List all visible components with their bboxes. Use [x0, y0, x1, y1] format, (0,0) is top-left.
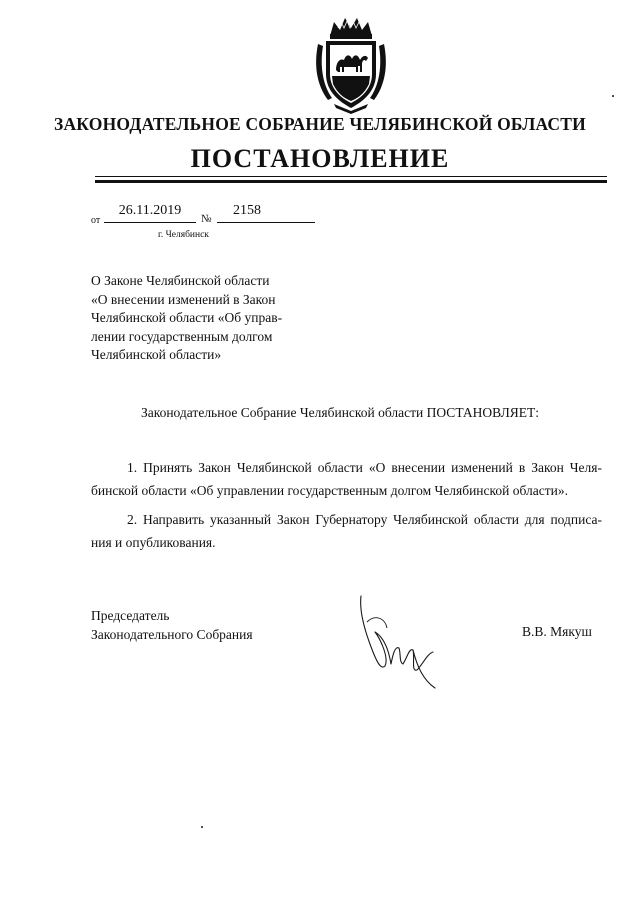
subject-line: Челябинской области «Об управ- — [91, 310, 283, 325]
resolution-paragraph: 2. Направить указанный Закон Губернатору Челябинской области для подписа-ния и опубликования. — [91, 512, 602, 550]
document-type-heading: ПОСТАНОВЛЕНИЕ — [190, 144, 450, 173]
scan-speck — [201, 826, 203, 828]
date-underline — [104, 222, 196, 223]
resolution-paragraph: 1. Принять Закон Челябинской области «О внесении изменений в Закон Челя-бинской области «Об управлении государственным долгом Челябинской области». — [91, 460, 602, 498]
signatory-position — [91, 606, 253, 644]
preamble-text: Законодательное Собрание Челябинской области ПОСТАНОВЛЯЕТ: — [140, 405, 540, 420]
signatory-position-line: Законодательного Собрания — [91, 627, 253, 642]
scan-speck — [612, 95, 614, 97]
subject-line: Челябинской области» — [91, 347, 222, 362]
city-label: г. Челябинск — [158, 230, 209, 240]
chelyabinsk-coat-of-arms-icon — [314, 14, 388, 114]
subject-line: «О внесении изменений в Закон — [91, 291, 276, 307]
header-divider-thick — [95, 180, 607, 183]
header-divider-thin — [95, 176, 607, 177]
signatory-position-line: Председатель — [91, 608, 170, 623]
document-date: 26.11.2019 — [118, 203, 182, 218]
handwritten-signature-icon — [355, 592, 443, 692]
document-number: 2158 — [233, 203, 261, 218]
signer-name: В.В. Мякуш — [522, 624, 592, 639]
subject-line: лении государственным долгом — [91, 328, 273, 344]
organization-title: ЗАКОНОДАТЕЛЬНОЕ СОБРАНИЕ ЧЕЛЯБИНСКОЙ ОБЛАСТИ — [54, 114, 586, 134]
subject-line: О Законе Челябинской области — [91, 273, 270, 288]
number-underline — [217, 222, 315, 223]
number-sign-label: № — [201, 213, 212, 225]
date-prefix-label: от — [91, 215, 101, 226]
document-subject — [91, 272, 296, 365]
